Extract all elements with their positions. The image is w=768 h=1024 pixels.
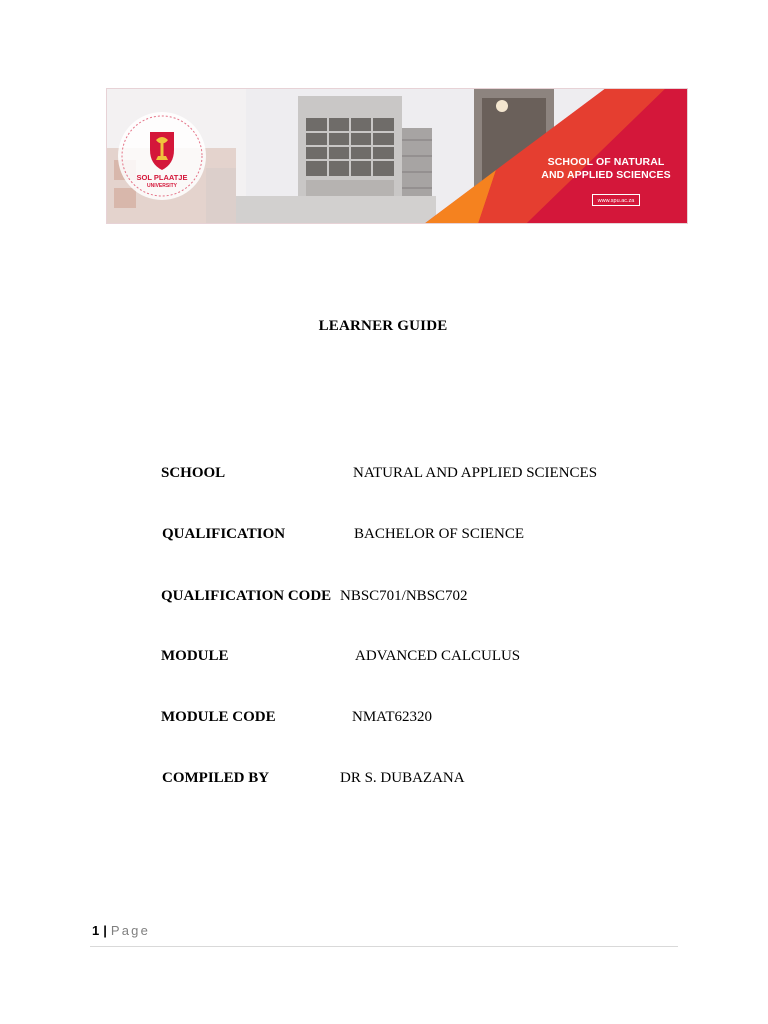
module-code-row [161, 708, 433, 726]
qualification-value: BACHELOR OF SCIENCE [354, 526, 525, 542]
qualification-code-label: QUALIFICATION CODE [161, 588, 332, 604]
banner-website-link[interactable]: www.spu.ac.za [592, 194, 640, 206]
school-row [161, 464, 598, 482]
qualification-code-row [161, 587, 468, 605]
qualification-label: QUALIFICATION [162, 526, 286, 542]
logo-subname: UNIVERSITY [146, 183, 177, 189]
university-logo [112, 110, 212, 210]
qualification-row [162, 525, 525, 543]
page-number: 1 [92, 923, 100, 938]
page-label: Page [110, 923, 151, 938]
module-row [161, 647, 521, 665]
school-value: NATURAL AND APPLIED SCIENCES [353, 465, 598, 481]
banner-title-line2: AND APPLIED SCIENCES [541, 169, 671, 181]
module-code-label: MODULE CODE [161, 709, 276, 725]
module-label: MODULE [161, 648, 229, 664]
compiled-by-value: DR S. DUBAZANA [340, 770, 465, 786]
banner-title [526, 156, 686, 182]
footer-divider [90, 946, 678, 947]
page-separator: | [103, 923, 107, 938]
compiled-by-row [162, 769, 465, 787]
module-value: ADVANCED CALCULUS [355, 648, 521, 664]
qualification-code-value: NBSC701/NBSC702 [340, 588, 468, 604]
compiled-by-label: COMPILED BY [162, 770, 270, 786]
header-banner [106, 88, 688, 224]
school-label: SCHOOL [161, 465, 226, 481]
module-code-value: NMAT62320 [352, 709, 433, 725]
logo-wordmark [122, 174, 202, 190]
banner-title-line1: SCHOOL OF NATURAL [547, 156, 665, 168]
document-title: LEARNER GUIDE [318, 318, 448, 334]
page-footer [92, 923, 150, 939]
logo-name: SOL PLAATJE [136, 173, 188, 182]
